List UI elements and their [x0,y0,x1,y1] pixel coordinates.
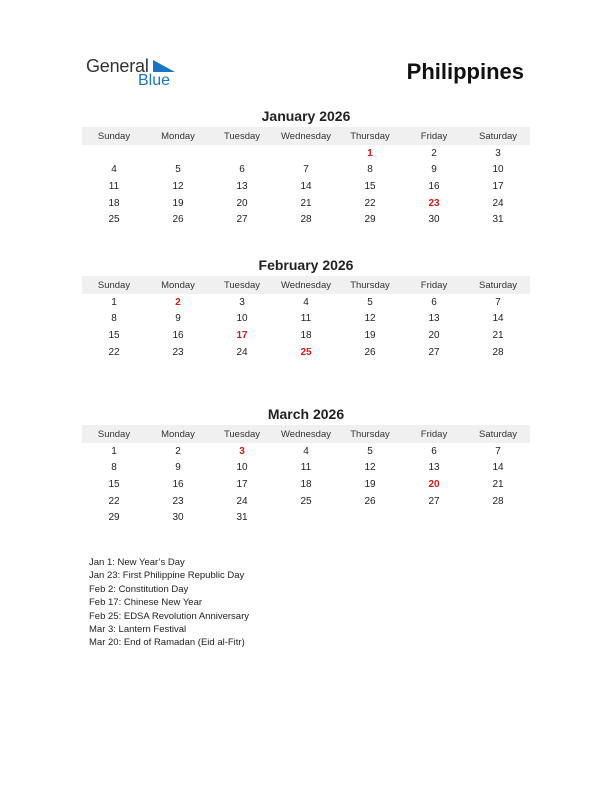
month-block [82,405,530,526]
weekday-label: Friday [420,130,448,142]
weekday-label: Monday [161,279,195,291]
weekday-label: Friday [420,279,448,291]
week-row [82,195,530,212]
day-cell: 15 [364,180,376,192]
weekday-label: Tuesday [223,279,261,291]
day-cell: 25 [108,214,120,226]
day-cell: 26 [364,346,376,358]
week-row [82,476,530,493]
generalblue-logo [86,56,186,92]
day-cell: 19 [172,197,184,209]
day-cell: 27 [236,214,248,226]
holiday-day-cell: 1 [367,147,373,159]
day-cell: 14 [300,180,312,192]
week-row [82,162,530,179]
day-cell: 9 [175,313,181,325]
day-cell: 6 [431,445,437,457]
day-cell: 13 [428,313,440,325]
holiday-entry: Feb 17: Chinese New Year [89,597,203,609]
month-title: March 2026 [267,406,345,422]
day-cell: 8 [111,462,117,474]
holiday-entry: Mar 20: End of Ramadan (Eid al-Fitr) [89,637,245,649]
weekday-label: Friday [420,428,448,440]
day-cell: 18 [300,478,312,490]
week-row [82,509,530,526]
week-row [82,178,530,195]
day-cell: 16 [172,478,184,490]
day-cell: 24 [236,346,248,358]
day-cell: 11 [108,180,120,192]
day-cell: 4 [303,296,309,308]
weekday-header-row [82,425,530,443]
weekday-label: Thursday [350,428,390,440]
day-cell: 5 [367,445,373,457]
day-cell: 18 [108,197,120,209]
day-cell: 31 [236,512,248,524]
weekday-label: Sunday [97,428,131,440]
holiday-entry: Jan 1: New Year’s Day [89,557,185,568]
day-cell: 14 [492,313,504,325]
day-cell: 16 [428,180,440,192]
holiday-day-cell: 3 [239,445,245,457]
holiday-entry: Mar 3: Lantern Festival [89,624,187,636]
holiday-day-cell: 17 [236,329,248,341]
holiday-entry: Feb 25: EDSA Revolution Anniversary [89,610,250,622]
day-cell: 7 [303,164,309,176]
weekday-label: Saturday [478,279,518,291]
logo-triangle-icon [153,60,175,72]
month-block [82,256,530,360]
day-cell: 29 [364,214,376,226]
day-cell: 19 [364,478,376,490]
day-cell: 17 [492,180,504,192]
day-cell: 10 [236,313,248,325]
day-cell: 18 [300,329,312,341]
holiday-day-cell: 25 [300,346,312,358]
weekday-label: Monday [161,428,195,440]
day-cell: 22 [364,197,376,209]
day-cell: 21 [492,478,504,490]
day-cell: 5 [367,296,373,308]
holiday-day-cell: 2 [175,296,181,308]
holiday-entry: Feb 2: Constitution Day [89,583,189,595]
weekday-label: Tuesday [223,428,261,440]
day-cell: 1 [111,445,117,457]
week-row [82,327,530,344]
day-cell: 3 [239,296,245,308]
day-cell: 24 [492,197,504,209]
holiday-day-cell: 23 [428,197,440,209]
day-cell: 26 [364,495,376,507]
day-cell: 6 [431,296,437,308]
day-cell: 23 [172,346,184,358]
day-cell: 21 [492,329,504,341]
week-row [82,493,530,510]
day-cell: 2 [431,147,437,159]
day-cell: 5 [175,164,181,176]
day-cell: 15 [108,329,120,341]
day-cell: 8 [111,313,117,325]
week-row [82,145,530,162]
day-cell: 8 [367,164,373,176]
day-cell: 1 [111,296,117,308]
day-cell: 13 [428,462,440,474]
day-cell: 9 [175,462,181,474]
logo-text-blue: Blue [138,72,171,89]
day-cell: 19 [364,329,376,341]
week-row [82,443,530,460]
day-cell: 21 [300,197,312,209]
day-cell: 12 [364,313,376,325]
day-cell: 28 [300,214,312,226]
day-cell: 17 [236,478,248,490]
day-cell: 20 [236,197,248,209]
day-cell: 11 [300,313,312,325]
day-cell: 22 [108,495,120,507]
week-row [82,460,530,477]
day-cell: 20 [428,329,440,341]
holiday-entry: Jan 23: First Philippine Republic Day [89,570,245,582]
day-cell: 16 [172,329,184,341]
weekday-label: Monday [161,130,195,142]
day-cell: 7 [495,296,501,308]
holiday-day-cell: 20 [428,478,440,490]
weekday-label: Saturday [478,130,518,142]
month-block [82,107,530,228]
day-cell: 28 [492,495,504,507]
day-cell: 30 [428,214,440,226]
weekday-label: Wednesday [281,279,331,291]
day-cell: 25 [300,495,312,507]
day-cell: 13 [236,180,248,192]
day-cell: 27 [428,495,440,507]
month-title: February 2026 [258,257,354,273]
weekday-label: Wednesday [281,428,331,440]
day-cell: 14 [492,462,504,474]
weekday-label: Saturday [478,428,518,440]
week-row [82,311,530,328]
country-title: Philippines [406,59,524,84]
weekday-label: Sunday [97,279,131,291]
day-cell: 22 [108,346,120,358]
weekday-label: Tuesday [223,130,261,142]
weekday-label: Sunday [97,130,131,142]
day-cell: 3 [495,147,501,159]
weekday-header-row [82,127,530,145]
day-cell: 11 [300,462,312,474]
holiday-list [89,556,249,650]
day-cell: 9 [431,164,437,176]
day-cell: 31 [492,214,504,226]
logo-text-general: General [86,56,149,76]
weekday-label: Wednesday [281,130,331,142]
day-cell: 24 [236,495,248,507]
day-cell: 30 [172,512,184,524]
day-cell: 28 [492,346,504,358]
weekday-label: Thursday [350,130,390,142]
day-cell: 27 [428,346,440,358]
week-row [82,344,530,361]
day-cell: 12 [172,180,184,192]
day-cell: 4 [303,445,309,457]
day-cell: 7 [495,445,501,457]
month-title: January 2026 [261,108,351,124]
day-cell: 15 [108,478,120,490]
day-cell: 29 [108,512,120,524]
day-cell: 10 [492,164,504,176]
day-cell: 4 [111,164,117,176]
week-row [82,211,530,228]
weekday-label: Thursday [350,279,390,291]
day-cell: 12 [364,462,376,474]
week-row [82,294,530,311]
day-cell: 23 [172,495,184,507]
day-cell: 2 [175,445,181,457]
day-cell: 6 [239,164,245,176]
weekday-header-row [82,276,530,294]
day-cell: 10 [236,462,248,474]
day-cell: 26 [172,214,184,226]
